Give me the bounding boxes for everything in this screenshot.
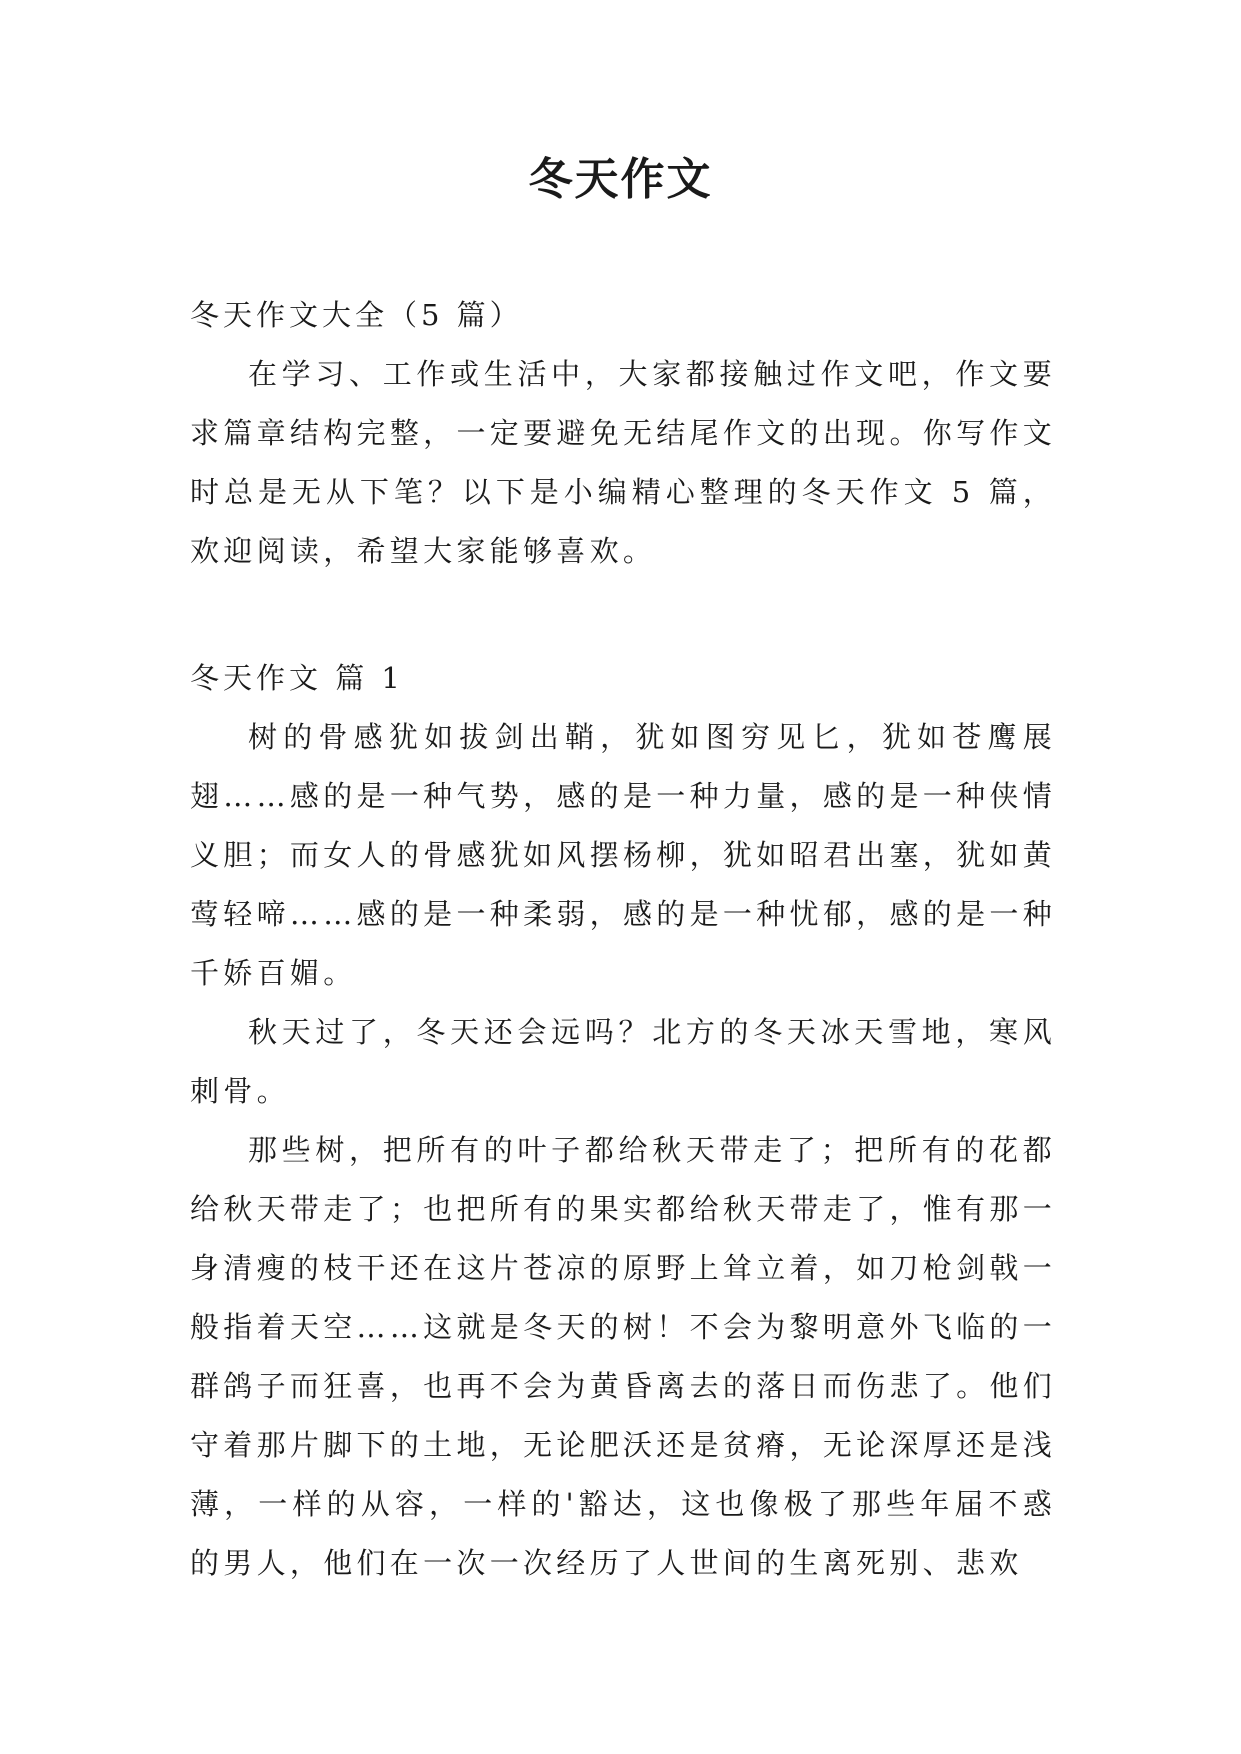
intro-paragraph: 在学习、工作或生活中，大家都接触过作文吧，作文要求篇章结构完整，一定要避免无结尾作文的出现。你写作文时总是无从下笔？以下是小编精心整理的冬天作文 5 篇，欢迎阅读，希望大家能够喜欢。 <box>190 357 1056 568</box>
section-spacer <box>190 581 1056 649</box>
section-heading: 冬天作文 篇 1 <box>190 661 404 695</box>
document-title: 冬天作文 <box>528 154 713 205</box>
document-body <box>190 286 1056 1593</box>
body-paragraph: 那些树，把所有的叶子都给秋天带走了；把所有的花都给秋天带走了；也把所有的果实都给秋天带走了，惟有那一身清瘦的枝干还在这片苍凉的原野上耸立着，如刀枪剑戟一般指着天空……这就是冬天的树！不会为黎明意外飞临的一群鸽子而狂喜，也再不会为黄昏离去的落日而伤悲了。他们守着那片脚下的土地，无论肥沃还是贫瘠，无论深厚还是浅薄，一样的从容，一样的'豁达，这也像极了那些年届不惑的男人，他们在一次一次经历了人世间的生离死别、悲欢 <box>190 1133 1056 1580</box>
body-paragraph: 秋天过了，冬天还会远吗？北方的冬天冰天雪地，寒风刺骨。 <box>190 1015 1056 1108</box>
body-paragraph: 树的骨感犹如拔剑出鞘，犹如图穷见匕，犹如苍鹰展翅……感的是一种气势，感的是一种力量，感的是一种侠情义胆；而女人的骨感犹如风摆杨柳，犹如昭君出塞，犹如黄莺轻啼……感的是一种柔弱，感的是一种忧郁，感的是一种千娇百媚。 <box>190 720 1056 990</box>
document-subtitle: 冬天作文大全（5 篇） <box>190 298 523 332</box>
